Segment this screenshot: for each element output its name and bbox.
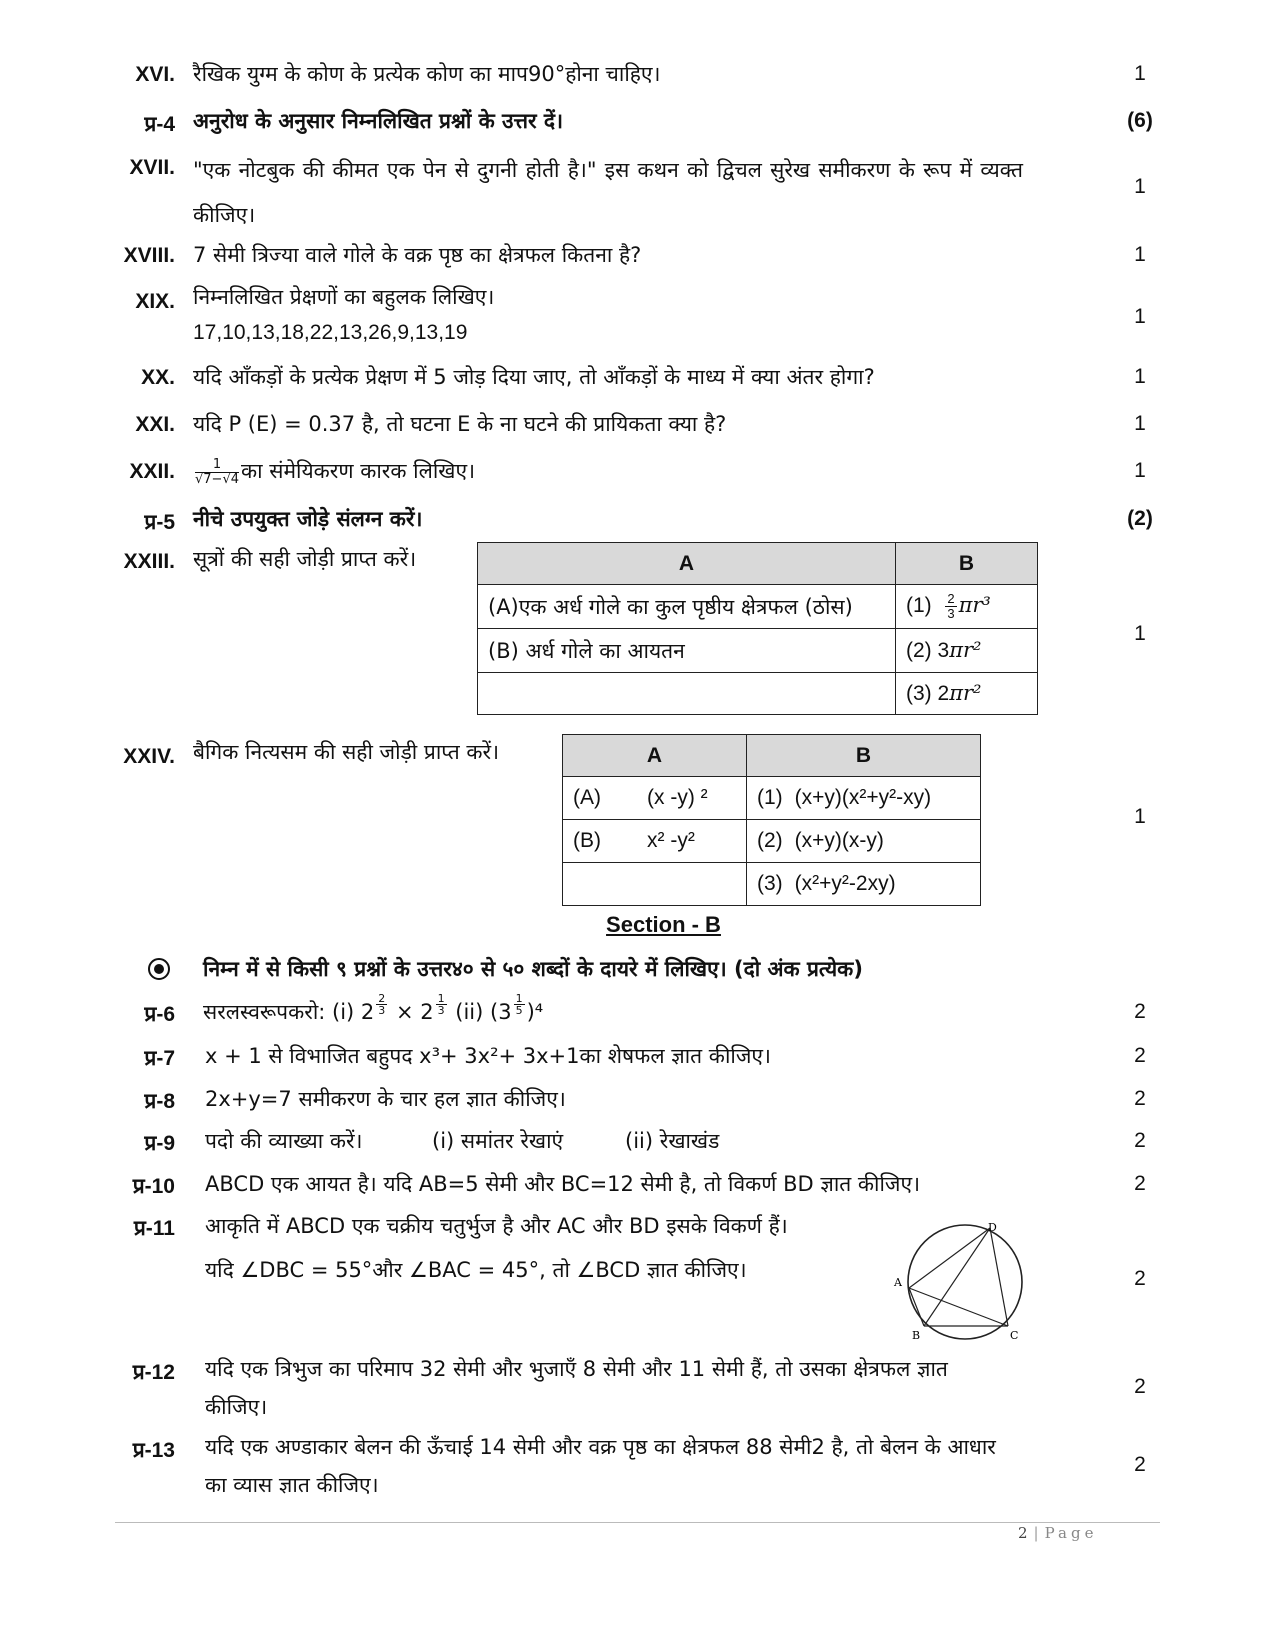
cell-a3-empty: [563, 863, 747, 906]
cell-b1: (1) (x+y)(x²+y²-xy): [747, 777, 981, 820]
question-text: यदि आँकड़ों के प्रत्येक प्रेक्षण में 5 जोड़ दिया जाए, तो आँकड़ों के माध्य में क्या अंतर होगा?: [193, 365, 875, 389]
column-header-a: A: [478, 543, 896, 585]
question-marks: 1: [1134, 62, 1146, 85]
question-marks: 2: [1134, 1044, 1146, 1067]
question-text: पदो की व्याख्या करें।: [205, 1129, 363, 1153]
observation-data: 17,10,13,18,22,13,26,9,13,19: [193, 321, 468, 344]
question-marks: 2: [1134, 1375, 1146, 1398]
question-number: XVII.: [129, 156, 175, 179]
question-marks: 1: [1134, 622, 1146, 645]
side-ad: [909, 1228, 990, 1288]
question-text: ABCD एक आयत है। यदि AB=5 सेमी और BC=12 सेमी है, तो विकर्ण BD ज्ञात कीजिए।: [205, 1172, 921, 1196]
vertex-label-c: C: [1010, 1329, 1019, 1342]
question-marks: (6): [1127, 109, 1153, 132]
cell-a1: (A)एक अर्ध गोले का कुल पृष्ठीय क्षेत्रफल (ठोस): [478, 585, 896, 629]
cell-a2: (B) अर्ध गोले का आयतन: [478, 629, 896, 673]
question-marks: 2: [1134, 1267, 1146, 1290]
cell-b3: (3) 2πr²: [896, 673, 1038, 715]
question-text: सरलस्वरूपकरो: (i) 2 $^{\frac{2}{3}}$ × 2 $^{\frac{1}{3}}$ (ii) (3 $^{\frac{1}{5}}$ )⁴: [203, 992, 544, 1024]
question-text: आकृति में ABCD एक चक्रीय चतुर्भुज है और AC और BD इसके विकर्ण हैं।: [205, 1214, 788, 1238]
radio-bullet-icon: [148, 958, 170, 980]
column-header-b: B: [896, 543, 1038, 585]
question-marks: 1: [1134, 175, 1146, 198]
option-ii: (ii) रेखाखंड: [625, 1129, 720, 1153]
cell-b2: (2) 3πr²: [896, 629, 1038, 673]
cell-a3-empty: [478, 673, 896, 715]
question-marks: (2): [1127, 507, 1153, 530]
page-word: Page: [1044, 1524, 1098, 1542]
cyclic-quadrilateral-diagram: [890, 1222, 1060, 1342]
question-number: प्र-9: [144, 1132, 175, 1155]
question-text: नीचे उपयुक्त जोड़े संलग्न करें।: [193, 507, 423, 531]
question-text: "एक नोटबुक की कीमत एक पेन से दुगनी होती है।" इस कथन को द्विचल सुरेख समीकरण के रूप में व्यक्त कीजिए।: [193, 158, 1023, 227]
diagonal-bd: [924, 1228, 990, 1326]
question-text: अनुरोध के अनुसार निम्नलिखित प्रश्नों के उत्तर दें।: [193, 109, 564, 133]
question-number: XXII.: [129, 460, 175, 483]
question-number: XVIII.: [123, 244, 175, 267]
question-marks: 1: [1134, 459, 1146, 482]
question-marks: 2: [1134, 1172, 1146, 1195]
question-number: प्र-6: [144, 1003, 175, 1026]
question-number: प्र-11: [133, 1217, 175, 1240]
fraction: $\frac{2}{3}$: [947, 591, 955, 621]
question-marks: 1: [1134, 805, 1146, 828]
question-text: यदि P (E) = 0.37 है, तो घटना E के ना घटने की प्रायिकता क्या है?: [193, 412, 727, 436]
question-marks: 1: [1134, 305, 1146, 328]
question-text: $\frac{1}{√7-√4}$ का संमेयिकरण कारक लिखिए।: [195, 456, 476, 487]
question-number: प्र-12: [132, 1361, 175, 1384]
question-number: प्र-5: [144, 511, 175, 534]
question-text: बैगिक नित्यसम की सही जोड़ी प्राप्त करें।: [193, 740, 500, 764]
cell-b1: (1) $\frac{2}{3}$ πr³: [896, 585, 1038, 629]
side-ba: [909, 1288, 924, 1326]
column-header-b: B: [747, 735, 981, 777]
question-text: रैखिक युग्म के कोण के प्रत्येक कोण का माप90°होना चाहिए।: [193, 62, 661, 86]
question-marks: 2: [1134, 1129, 1146, 1152]
page-footer: 2 | Page: [1018, 1524, 1098, 1542]
fraction: $\frac{1}{√7-√4}$: [195, 456, 240, 487]
question-number: प्र-13: [132, 1439, 175, 1462]
question-marks: 1: [1134, 365, 1146, 388]
cell-a2: (B) x² -y²: [563, 820, 747, 863]
question-number: XVI.: [135, 63, 175, 86]
question-marks: 1: [1134, 412, 1146, 435]
question-marks: 2: [1134, 1453, 1146, 1476]
footer-divider: [115, 1522, 1160, 1523]
section-title: Section - B: [606, 912, 721, 937]
cell-b2: (2) (x+y)(x-y): [747, 820, 981, 863]
question-number: प्र-8: [144, 1090, 175, 1113]
option-i: (i) समांतर रेखाएं: [432, 1129, 564, 1153]
question-text: यदि एक त्रिभुज का परिमाप 32 सेमी और भुजाएँ 8 सेमी और 11 सेमी हैं, तो उसका क्षेत्रफल ज्ञात कीजिए।: [205, 1357, 948, 1419]
question-number: प्र-4: [144, 113, 175, 136]
question-text: x + 1 से विभाजित बहुपद x³+ 3x²+ 3x+1का शेषफल ज्ञात कीजिए।: [205, 1044, 771, 1068]
vertex-label-b: B: [912, 1329, 921, 1342]
vertex-label-a: A: [894, 1276, 902, 1289]
question-number: प्र-10: [132, 1175, 175, 1198]
question-text: सूत्रों की सही जोड़ी प्राप्त करें।: [193, 547, 417, 571]
question-number: प्र-7: [144, 1047, 175, 1070]
match-table-formulas: [477, 542, 1038, 715]
question-text: निम्नलिखित प्रेक्षणों का बहुलक लिखिए।: [193, 285, 495, 309]
question-number: XXIII.: [123, 550, 175, 573]
circle: [908, 1225, 1022, 1339]
question-marks: 1: [1134, 243, 1146, 266]
question-text: 7 सेमी त्रिज्या वाले गोले के वक्र पृष्ठ का क्षेत्रफल कितना है?: [193, 243, 642, 267]
question-number: XX.: [141, 366, 175, 389]
question-marks: 2: [1134, 1000, 1146, 1023]
vertex-label-d: D: [988, 1222, 997, 1234]
question-marks: 2: [1134, 1087, 1146, 1110]
match-table-identities: [562, 734, 981, 906]
cell-b3: (3) (x²+y²-2xy): [747, 863, 981, 906]
question-number: XXI.: [135, 413, 175, 436]
question-text: 2x+y=7 समीकरण के चार हल ज्ञात कीजिए।: [205, 1087, 566, 1111]
question-text: यदि एक अण्डाकार बेलन की ऊँचाई 14 सेमी और वक्र पृष्ठ का क्षेत्रफल 88 सेमी2 है, तो बेलन के आधार का व्यास ज्ञात कीजिए।: [205, 1435, 996, 1497]
question-number: XIX.: [135, 290, 175, 313]
exam-page: XVI. रैखिक युग्म के कोण के प्रत्येक कोण का माप90°होना चाहिए। 1 प्र-4 अनुरोध के अनुसार निम्नलिखित प्रश्नों के उत्तर दें। (6) XVII. "एक नोटबुक की कीमत एक पेन से दुगनी होती है।" इस कथन को द्विचल सुरेख समीकरण के रूप में व्यक्त कीजिए। 1 XVIII. 7 सेमी त्रिज्या वाले गोले के वक्र पृष्ठ का क्षेत्रफल कितना है? 1 XIX. निम्नलिखित प्रेक्षणों का बहुलक लिखिए। 17,10,13,18,22,13,26,9,13,19 1 XX. यदि आँकड़ों के प्रत्येक प्रेक्षण में 5 जोड़ दिया जाए, तो आँकड़ों के माध्य में क्या अंतर होगा? 1 XXI. यदि P (E) = 0.37 है, तो घटना E के ना घटने की प्रायिकता क्या है? 1 XXII. $\frac{1}{√7-√4}$ का संमेयिकरण कारक लिखिए। 1 प्र-5 नीचे उपयुक्त जोड़े संलग्न करें। (2) XXIII. सूत्रों की सही जोड़ी प्राप्त करें। 1 A B (A)एक अर्ध गोले का कुल पृष्ठीय क्षेत्रफल (ठोस) (1) $\frac{2}{3}$ πr³ (B) अर्ध गोले का आयतन (2) 3πr² (3) 2πr² XXIV. बैगिक नित्यसम की सही जोड़ी प्राप्त करें। 1 A B (A) (x -y) ² (1) (x+y)(x²+y²-xy) (B) x² -y² (2) (x+y)(x-y) (3) (x²+y²-2xy) Section - B निम्न में से किसी ९ प्रश्नों के उत्तर४० से ५० शब्दों के दायरे में लिखिए। (दो अंक प्रत्येक) प्र-6 सरलस्वरूपकरो: (i) 2 $^{\frac{2}{3}}$ × 2 $^{\frac{1}{3}}$ (ii) (3 $^{\frac{1}{5}}$ )⁴ 2 प्र-7 x + 1 से विभाजित बहुपद x³+ 3x²+ 3x+1का शेषफल ज्ञात कीजिए। 2 प्र-8 2x+y=7 समीकरण के चार हल ज्ञात कीजिए। 2 प्र-9 पदो की व्याख्या करें। (i) समांतर रेखाएं (ii) रेखाखंड 2 प्र-10 ABCD एक आयत है। यदि AB=5 सेमी और BC=12 सेमी है, तो विकर्ण BD ज्ञात कीजिए। 2 प्र-11 आकृति में ABCD एक चक्रीय चतुर्भुज है और AC और BD इसके विकर्ण हैं। यदि ∠DBC = 55°और ∠BAC = 45°, तो ∠BCD ज्ञात कीजिए। 2 A B C D प्र-12 यदि एक त्रिभुज का परिमाप 32 सेमी और भुजाएँ 8 सेमी और 11 सेमी हैं, तो उसका क्षेत्रफल ज्ञात कीजिए। 2 प्र-13 यदि एक अण्डाकार बेलन की ऊँचाई 14 सेमी और वक्र पृष्ठ का क्षेत्रफल 88 सेमी2 है, तो बेलन के आधार का व्यास ज्ञात कीजिए। 2 2 | Page: [0, 0, 1275, 1651]
question-number: XXIV.: [123, 745, 175, 768]
cell-a1: (A) (x -y) ²: [563, 777, 747, 820]
question-text-line2: यदि ∠DBC = 55°और ∠BAC = 45°, तो ∠BCD ज्ञात कीजिए।: [205, 1258, 747, 1282]
page-number: 2: [1018, 1524, 1028, 1542]
column-header-a: A: [563, 735, 747, 777]
